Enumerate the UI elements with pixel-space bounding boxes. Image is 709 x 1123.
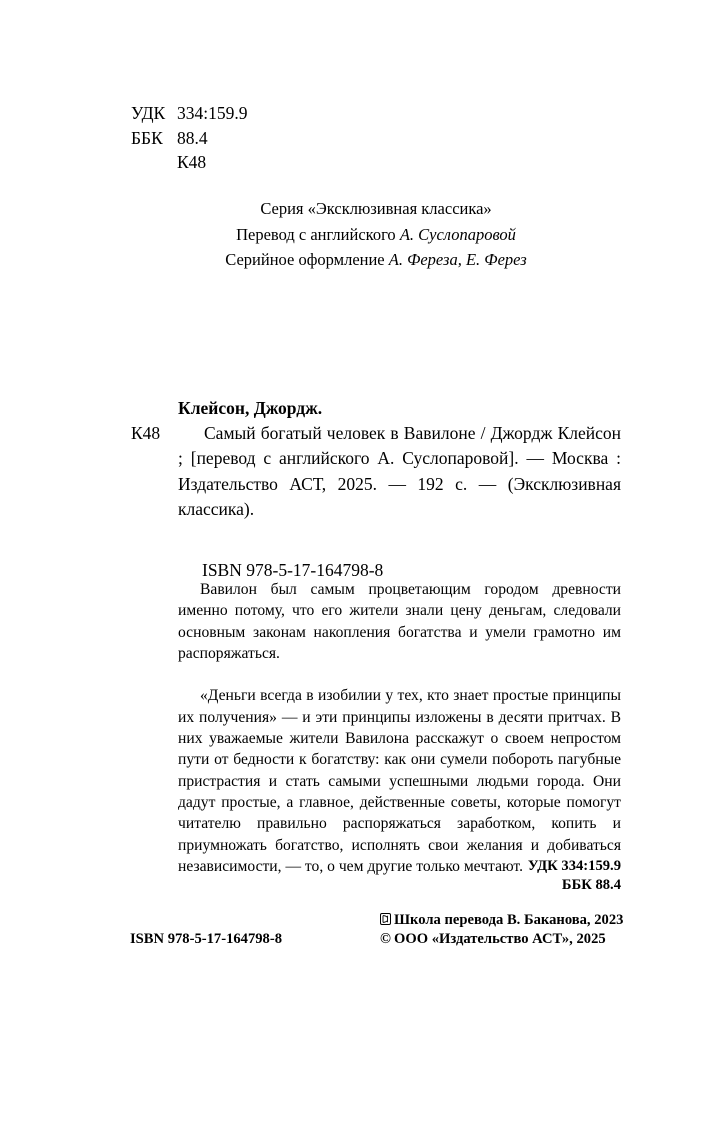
copyright-symbol: ©: [380, 931, 391, 948]
copyright-school-text: Школа перевода В. Баканова, 2023: [394, 912, 624, 928]
bbk-label: ББК: [131, 127, 163, 148]
annotation: [178, 579, 621, 877]
footer-udk: УДК 334:159.9: [527, 858, 621, 874]
copyright-publisher-text: ООО «Издательство АСТ», 2025: [394, 931, 606, 948]
author-code-value: К48: [177, 152, 207, 172]
record-description: [178, 421, 621, 547]
translator-line: [131, 222, 621, 248]
designer-line: [131, 247, 621, 273]
designer-prefix: Серийное оформление: [225, 250, 389, 269]
series-name-line: Серия «Эксклюзивная классика»: [260, 199, 492, 218]
bakanov-school-logo-icon: [380, 913, 391, 925]
copyright-school-line: [380, 911, 625, 930]
bibliographic-record: [131, 396, 621, 583]
designer-names: А. Фереза, Е. Ферез: [388, 250, 527, 269]
bbk-value: 88.4: [177, 127, 208, 148]
udk-value: 334:159.9: [177, 103, 248, 123]
footer-isbn: ISBN 978-5-17-164798-8: [130, 931, 283, 947]
footer-classification-codes: [380, 857, 621, 896]
annotation-paragraph-2: «Деньги всегда в изобилии у тех, кто знает простые принципы их получения» — и эти принципы изложены в десяти притчах. В них уважаемые жители Вавилона расскажут о своем непростом пути от бедности к богатству: как они сумели побороть пагубные пристрастия и стать самыми успешными людьми города. Они дадут простые, а главное, действенные советы, которые помогут читателю правильно распоряжаться заработком, копить и приумножать богатство, исполнять свои желания и добиваться независимости, — то, о чем другие только мечтают.: [178, 687, 621, 875]
udk-label: УДК: [131, 103, 166, 123]
series-credits: [131, 196, 621, 273]
footer-bbk: ББК 88.4: [561, 877, 621, 894]
record-author: Клейсон, Джордж.: [178, 398, 323, 418]
bbk-row: [131, 126, 248, 151]
translator-prefix: Перевод с английского: [236, 224, 400, 244]
copyright-block: [380, 911, 625, 950]
udk-row: [131, 101, 248, 126]
record-isbn: ISBN 978-5-17-164798-8: [202, 560, 384, 581]
translator-name: А. Суслопаровой: [399, 224, 516, 244]
record-shelf-code: К48: [131, 423, 161, 444]
copyright-publisher-line: [380, 930, 625, 949]
record-description-text: Самый богатый человек в Вавилоне / Джордж Клейсон ; [перевод с английского А. Суслопаровой]. — Москва : Издательство АСТ, 2025. — 192 с. — (Эксклюзивная классика).: [178, 423, 621, 519]
author-code-row: [131, 150, 248, 175]
annotation-paragraph-1: Вавилон был самым процветающим городом древности именно потому, что его жители знали цену деньгам, следовали основным законам накопления богатства и умели грамотно им распоряжаться.: [178, 581, 621, 662]
classification-codes: [131, 101, 248, 175]
